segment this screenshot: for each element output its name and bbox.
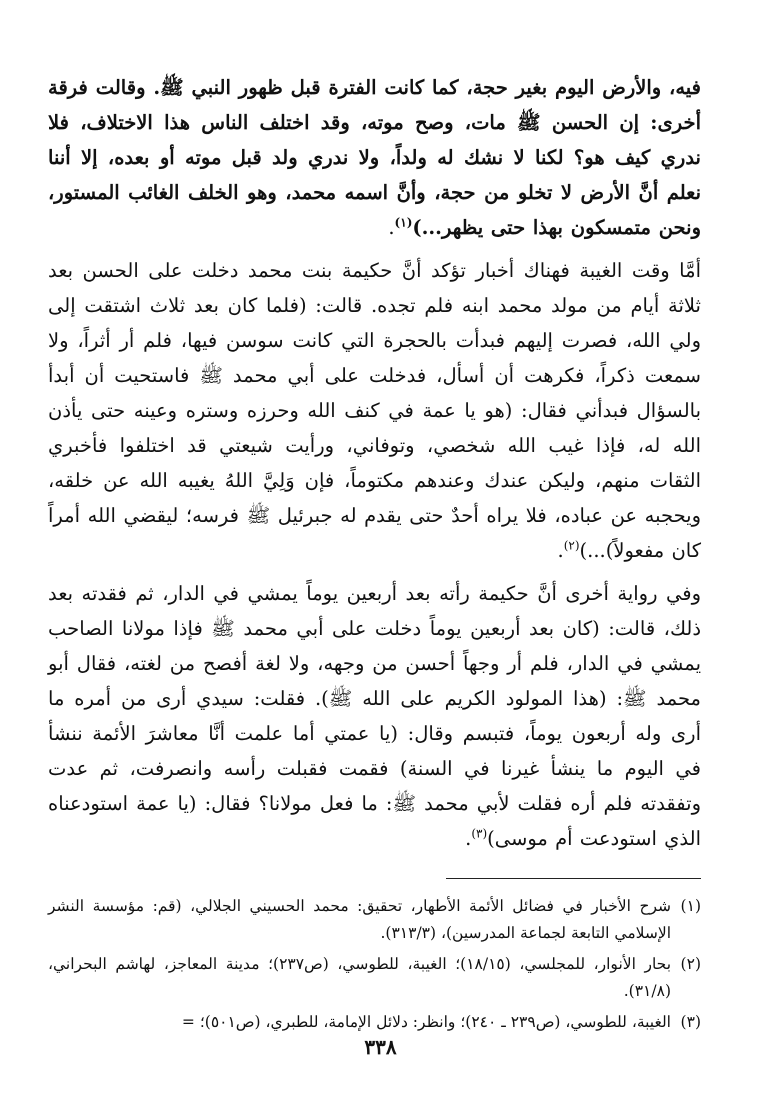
- footnote-text: شرح الأخبار في فضائل الأئمة الأطهار، تحقيق: محمد الحسيني الجلالي، (قم: مؤسسة النشر الإسلامي التابعة لجماعة المدرسين)، (٣١٣/٣).: [48, 897, 671, 942]
- paragraph-2-end: .: [557, 539, 564, 562]
- paragraph-3-text: وفي رواية أخرى أنَّ حكيمة رأته بعد أربعين يوماً يمشي في الدار، ثم فقدته بعد ذلك، قالت: (كان بعد أربعين يوماً دخلت على أبي محمد ﷺ فإذا مولانا الصاحب يمشي في الدار، فلم أر وجهاً أحسن من وجهه، ولا لغة أفصح من لغته، فقال أبو محمد ﷺ: (هذا المولود الكريم على الله ﷺ). فقلت: سيدي أرى من أمره ما أرى وله أربعون يوماً، فتبسم وقال: (يا عمتي أما علمت أنَّا معاشرَ الأئمة ننشأ في اليوم ما ينشأ غيرنا في السنة) فقمت فقبلت رأسه وانصرفت، ثم عدت وتفقدته فلم أره فقلت لأبي محمد ﷺ: ما فعل مولانا؟ فقال: (يا عمة استودعناه الذي استودعت أم موسى): [48, 582, 701, 850]
- paragraph-2: [48, 253, 701, 568]
- paragraph-1-end: .: [388, 216, 395, 239]
- footnote-divider: [446, 878, 701, 879]
- footnote-text: الغيبة، للطوسي، (ص٢٣٩ ـ ٢٤٠)؛ وانظر: دلائل الإمامة، للطبري، (ص٥٠١)؛ =: [181, 1013, 671, 1031]
- footnote-1: [48, 893, 701, 947]
- paragraph-1-text: فيه، والأرض اليوم بغير حجة، كما كانت الفترة قبل ظهور النبي ﷺ. وقالت فرقة أخرى: إن الحسن ﷺ مات، وصح موته، وقد اختلف الناس هذا الاختلاف، فلا ندري كيف هو؟ لكنا لا نشك له ولداً، ولا ندري ولد قبل موته أو بعده، إلا أننا نعلم أنَّ الأرض لا تخلو من حجة، وأنَّ اسمه محمد، وهو الخلف الغائب المستور، ونحن متمسكون بهذا حتى يظهر...): [48, 76, 701, 239]
- page-number: ٣٣٨: [364, 1035, 397, 1059]
- footnotes: [48, 893, 701, 1036]
- paragraph-3-end: .: [465, 827, 472, 850]
- paragraph-2-text: أمَّا وقت الغيبة فهناك أخبار تؤكد أنَّ حكيمة بنت محمد دخلت على الحسن بعد ثلاثة أيام من مولد محمد ابنه فلم تجده. قالت: (فلما كان بعد ثلاث اشتقت إلى ولي الله، فصرت إليهم فبدأت بالحجرة التي كانت سوسن فيها، فلم أر أثراً، ولا سمعت ذكراً، فكرهت أن أسأل، فدخلت على أبي محمد ﷺ فاستحيت أن أبدأ بالسؤال فبدأني فقال: (هو يا عمة في كنف الله وحرزه وستره وعينه حتى يأذن الله له، فإذا غيب الله شخصي، وتوفاني، ورأيت شيعتي قد اختلفوا فأخبري الثقات منهم، وليكن عندك وعندهم مكتوماً، فإن وَلِيَّ اللهُ يغيبه الله عن خلقه، ويحجبه عن عباده، فلا يراه أحدٌ حتى يقدم له جبرئيل ﷺ فرسه؛ ليقضي الله أمراً كان مفعولاً)...): [48, 259, 702, 562]
- paragraph-3: [48, 576, 701, 856]
- footnote-ref-2[interactable]: (٢): [563, 538, 580, 553]
- footnote-2: [48, 951, 701, 1005]
- footnote-text: بحار الأنوار، للمجلسي، (١٨/١٥)؛ الغيبة، للطوسي، (ص٢٣٧)؛ مدينة المعاجز، لهاشم البحراني، (٣١/٨).: [48, 955, 672, 1000]
- footnote-number: (٣): [680, 1013, 701, 1031]
- footnote-3: [48, 1009, 701, 1036]
- paragraph-1: [48, 70, 701, 245]
- footnote-ref-3[interactable]: (٣): [471, 826, 488, 841]
- footnote-number: (٢): [680, 955, 701, 973]
- footnote-number: (١): [680, 897, 701, 915]
- footnote-ref-1[interactable]: (١): [394, 215, 413, 230]
